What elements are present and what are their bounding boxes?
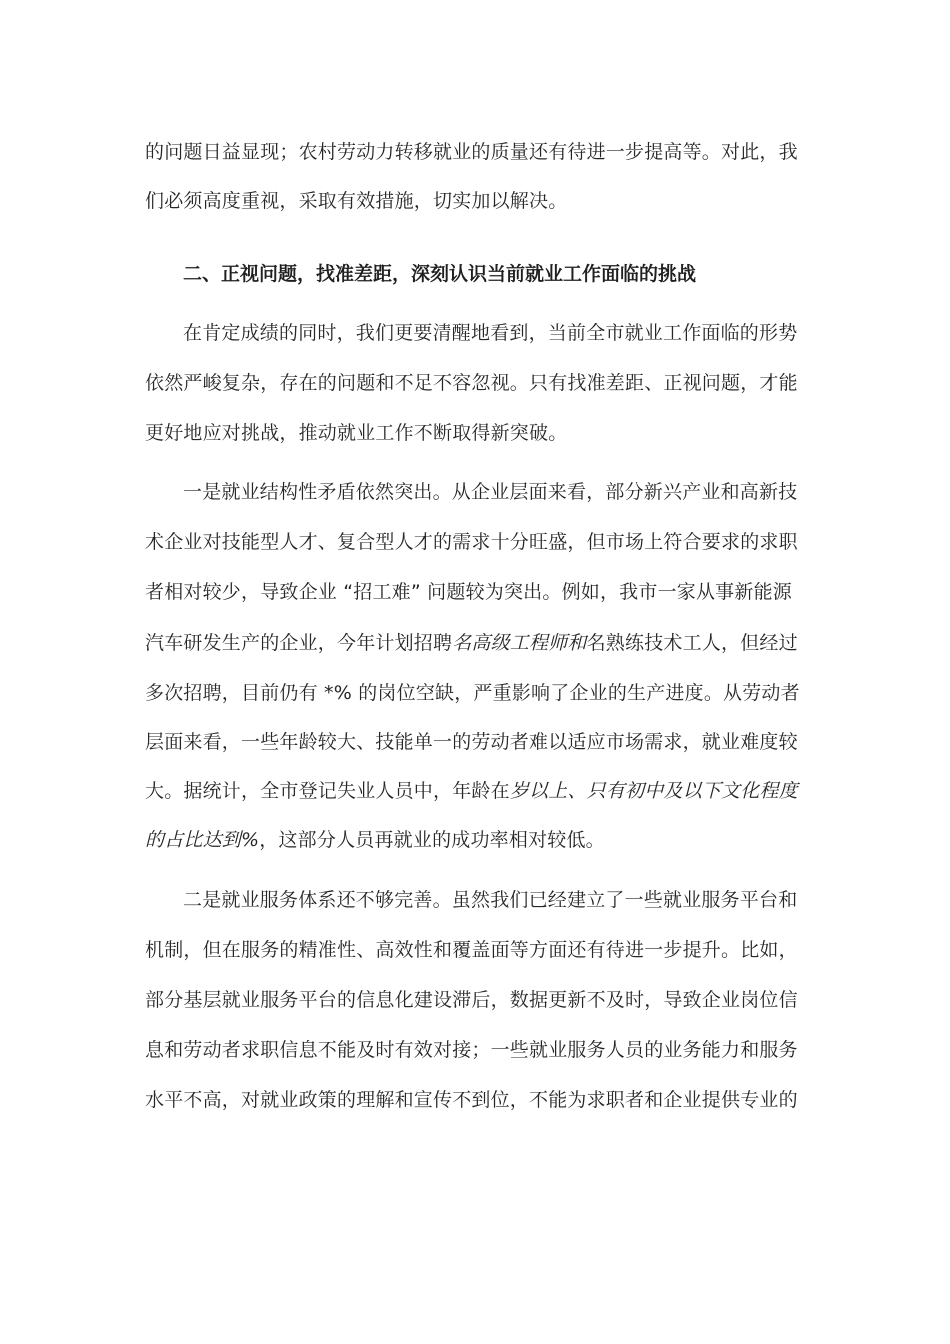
text-run: ，这部分人员再就业的成功率相对较低。 (259, 829, 605, 851)
text-run: 大。据统计，全市登记失业人员中，年龄在 (145, 780, 510, 802)
paragraph-line: 们必须高度重视，采取有效措施，切实加以解决。 (145, 190, 568, 212)
paragraph-line: 机制，但在服务的精准性、高效性和覆盖面等方面还有待进一步提升。比如， (145, 939, 798, 961)
italic-text-run: 岁以上、只有初中及以下文化程度 (509, 780, 798, 802)
text-run: 名熟练技术工人，但经过 (586, 632, 798, 654)
paragraph-line (145, 827, 605, 853)
text-run: 汽车研发生产的企业，今年计划招聘 (145, 632, 453, 654)
paragraph-line: 在肯定成绩的同时，我们更要清醒地看到，当前全市就业工作面临的形势 (183, 322, 798, 344)
paragraph-line: 术企业对技能型人才、复合型人才的需求十分旺盛，但市场上符合要求的求职 (145, 531, 798, 553)
italic-text-run: 的占比达到% (145, 829, 260, 851)
paragraph-line: 的问题日益显现；农村劳动力转移就业的质量还有待进一步提高等。对此，我 (145, 141, 798, 163)
paragraph-line: 一是就业结构性矛盾依然突出。从企业层面来看，部分新兴产业和高新技 (183, 481, 798, 503)
paragraph-line: 者相对较少，导致企业 “招工难” 问题较为突出。例如，我市一家从事新能源 (145, 581, 792, 603)
paragraph-line: 水平不高，对就业政策的理解和宣传不到位，不能为求职者和企业提供专业的 (145, 1089, 798, 1111)
paragraph-line: 部分基层就业服务平台的信息化建设滞后，数据更新不及时，导致企业岗位信 (145, 989, 798, 1011)
paragraph-line: 息和劳动者求职信息不能及时有效对接；一些就业服务人员的业务能力和服务 (145, 1039, 798, 1061)
paragraph-line (145, 630, 798, 656)
paragraph-line: 依然严峻复杂，存在的问题和不足不容忽视。只有找准差距、正视问题，才能 (145, 372, 798, 394)
paragraph-line: 多次招聘，目前仍有 *% 的岗位空缺，严重影响了企业的生产进度。从劳动者 (145, 682, 800, 704)
paragraph-line: 二是就业服务体系还不够完善。虽然我们已经建立了一些就业服务平台和 (183, 889, 798, 911)
paragraph-line (145, 778, 798, 804)
italic-text-run: 名高级工程师和 (452, 632, 587, 654)
paragraph-line: 层面来看，一些年龄较大、技能单一的劳动者难以适应市场需求，就业难度较 (145, 731, 798, 753)
section-heading: 二、正视问题，找准差距，深刻认识当前就业工作面临的挑战 (183, 263, 697, 285)
paragraph-line: 更好地应对挑战，推动就业工作不断取得新突破。 (145, 422, 568, 444)
